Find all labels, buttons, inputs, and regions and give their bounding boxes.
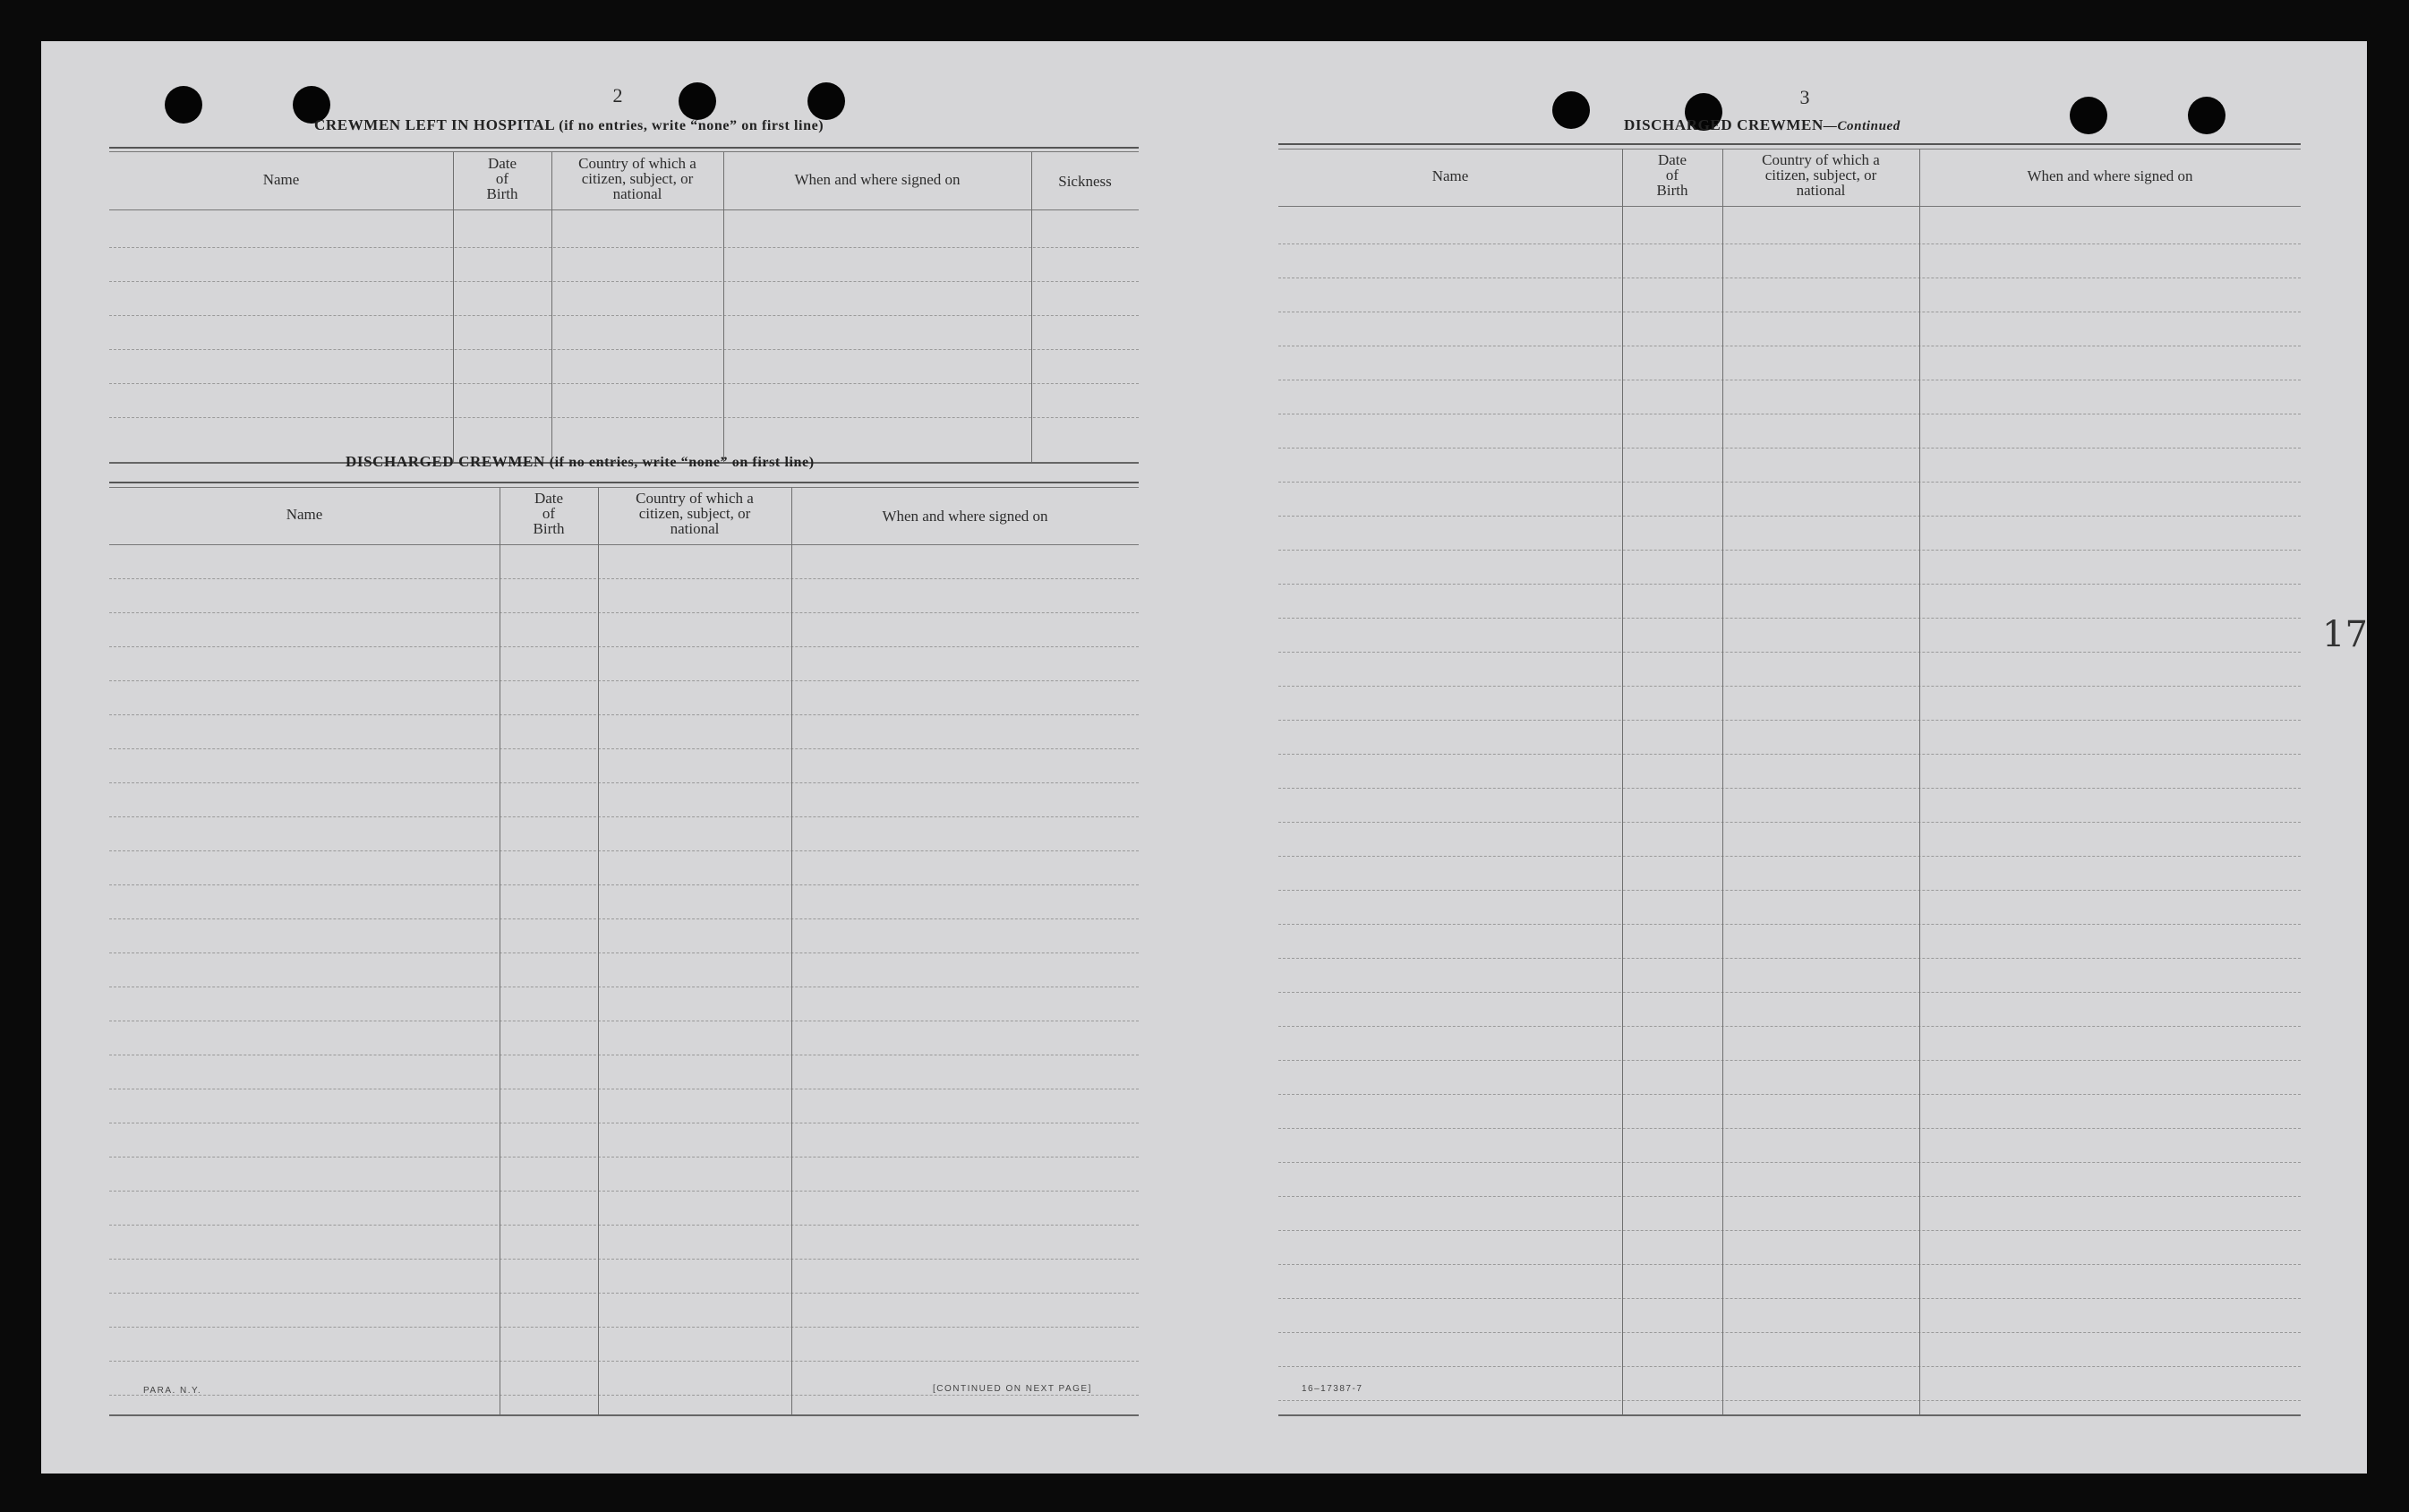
form-number: 16–17387-7 (1302, 1384, 1363, 1394)
hospital-title-text: CREWMEN LEFT IN HOSPITAL (314, 116, 555, 133)
punch-hole (2070, 97, 2107, 134)
discharged-instruction-text: (if no entries, write “none” on first line) (549, 455, 815, 470)
continued-text: —Continued (1823, 119, 1901, 133)
hospital-section-title (314, 116, 824, 134)
punch-hole (2188, 97, 2225, 134)
column-header-signed-on: When and where signed on (2027, 167, 2193, 184)
discharged-title-text: DISCHARGED CREWMEN (346, 453, 545, 470)
column-header-dob: Date of Birth (533, 490, 565, 537)
continued-note: [CONTINUED ON NEXT PAGE] (933, 1384, 1092, 1394)
column-header-name: Name (1431, 167, 1469, 184)
hospital-instruction-text: (if no entries, write “none” on first line) (559, 118, 824, 133)
column-header-signed-on: When and where signed on (882, 508, 1048, 525)
punch-hole (807, 82, 845, 120)
column-header-signed-on: When and where signed on (794, 171, 961, 188)
column-header-country: Country of which a citizen, subject, or national (1762, 151, 1880, 199)
page-number-right: 3 (1799, 86, 1810, 108)
punch-hole (679, 82, 716, 120)
handwritten-mark: 17 (2322, 614, 2368, 655)
column-header-country: Country of which a citizen, subject, or national (578, 155, 696, 202)
discharged-table (109, 482, 1139, 1422)
column-header-dob: Date of Birth (486, 155, 518, 202)
document-sheet (41, 41, 2367, 1474)
column-header-name: Name (286, 506, 323, 523)
page-number-left: 2 (612, 84, 623, 107)
column-header-sickness: Sickness (1058, 173, 1112, 190)
column-header-name: Name (262, 171, 300, 188)
discharged-section-title (346, 453, 815, 471)
discharged-continued-title-text: DISCHARGED CREWMEN (1624, 116, 1824, 133)
hospital-table (109, 147, 1139, 469)
discharged-continued-title (1624, 116, 1901, 134)
discharged-continued-table (1278, 143, 2301, 1420)
column-header-country: Country of which a citizen, subject, or national (636, 490, 754, 537)
printer-mark: PARA. N.Y. (143, 1386, 202, 1396)
punch-hole (165, 86, 202, 124)
punch-hole (1552, 91, 1590, 129)
column-header-dob: Date of Birth (1656, 151, 1688, 199)
